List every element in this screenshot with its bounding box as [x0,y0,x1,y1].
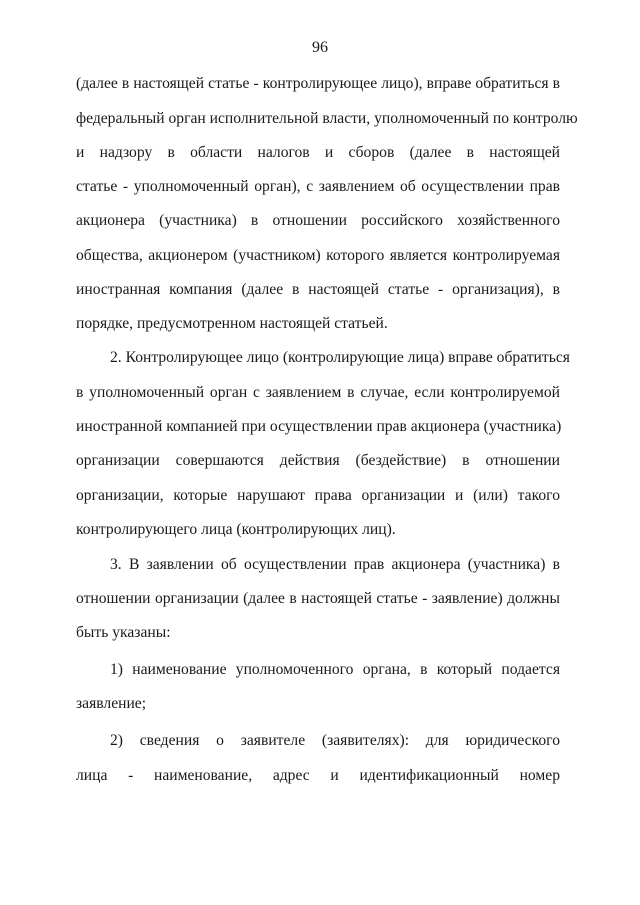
text-line: и надзору в области налогов и сборов (далее в настоящей [76,144,560,161]
list-item-start: 2) сведения о заявителе (заявителях): для юридического [110,732,560,749]
text-line: быть указаны: [76,624,171,641]
text-line: порядке, предусмотренном настоящей статьей. [76,315,388,332]
text-line: иностранная компания (далее в настоящей статье - организация), в [76,281,560,298]
page-number: 96 [312,39,328,56]
text-line: отношении организации (далее в настоящей статье - заявление) должны [76,590,560,607]
text-line: лица - наименование, адрес и идентификационный номер [76,767,560,784]
text-line: организации, которые нарушают права организации и (или) такого [76,487,560,504]
text-line: (далее в настоящей статье - контролирующее лицо), вправе обратиться в [76,75,560,92]
paragraph-start: 3. В заявлении об осуществлении прав акционера (участника) в [110,556,560,573]
text-line: заявление; [76,695,147,712]
text-line: контролирующего лица (контролирующих лиц). [76,521,396,538]
text-line: федеральный орган исполнительной власти, уполномоченный по контролю [76,110,578,127]
text-line: общества, акционером (участником) которого является контролируемая [76,247,560,264]
list-item-start: 1) наименование уполномоченного органа, в который подается [110,661,560,678]
text-line: акционера (участника) в отношении российского хозяйственного [76,212,560,229]
text-line: иностранной компанией при осуществлении прав акционера (участника) [76,418,562,435]
text-line: в уполномоченный орган с заявлением в случае, если контролируемой [76,384,560,401]
text-line: статье - уполномоченный орган), с заявлением об осуществлении прав [76,178,560,195]
paragraph-start: 2. Контролирующее лицо (контролирующие лица) вправе обратиться [110,349,570,366]
text-line: организации совершаются действия (бездействие) в отношении [76,452,560,469]
